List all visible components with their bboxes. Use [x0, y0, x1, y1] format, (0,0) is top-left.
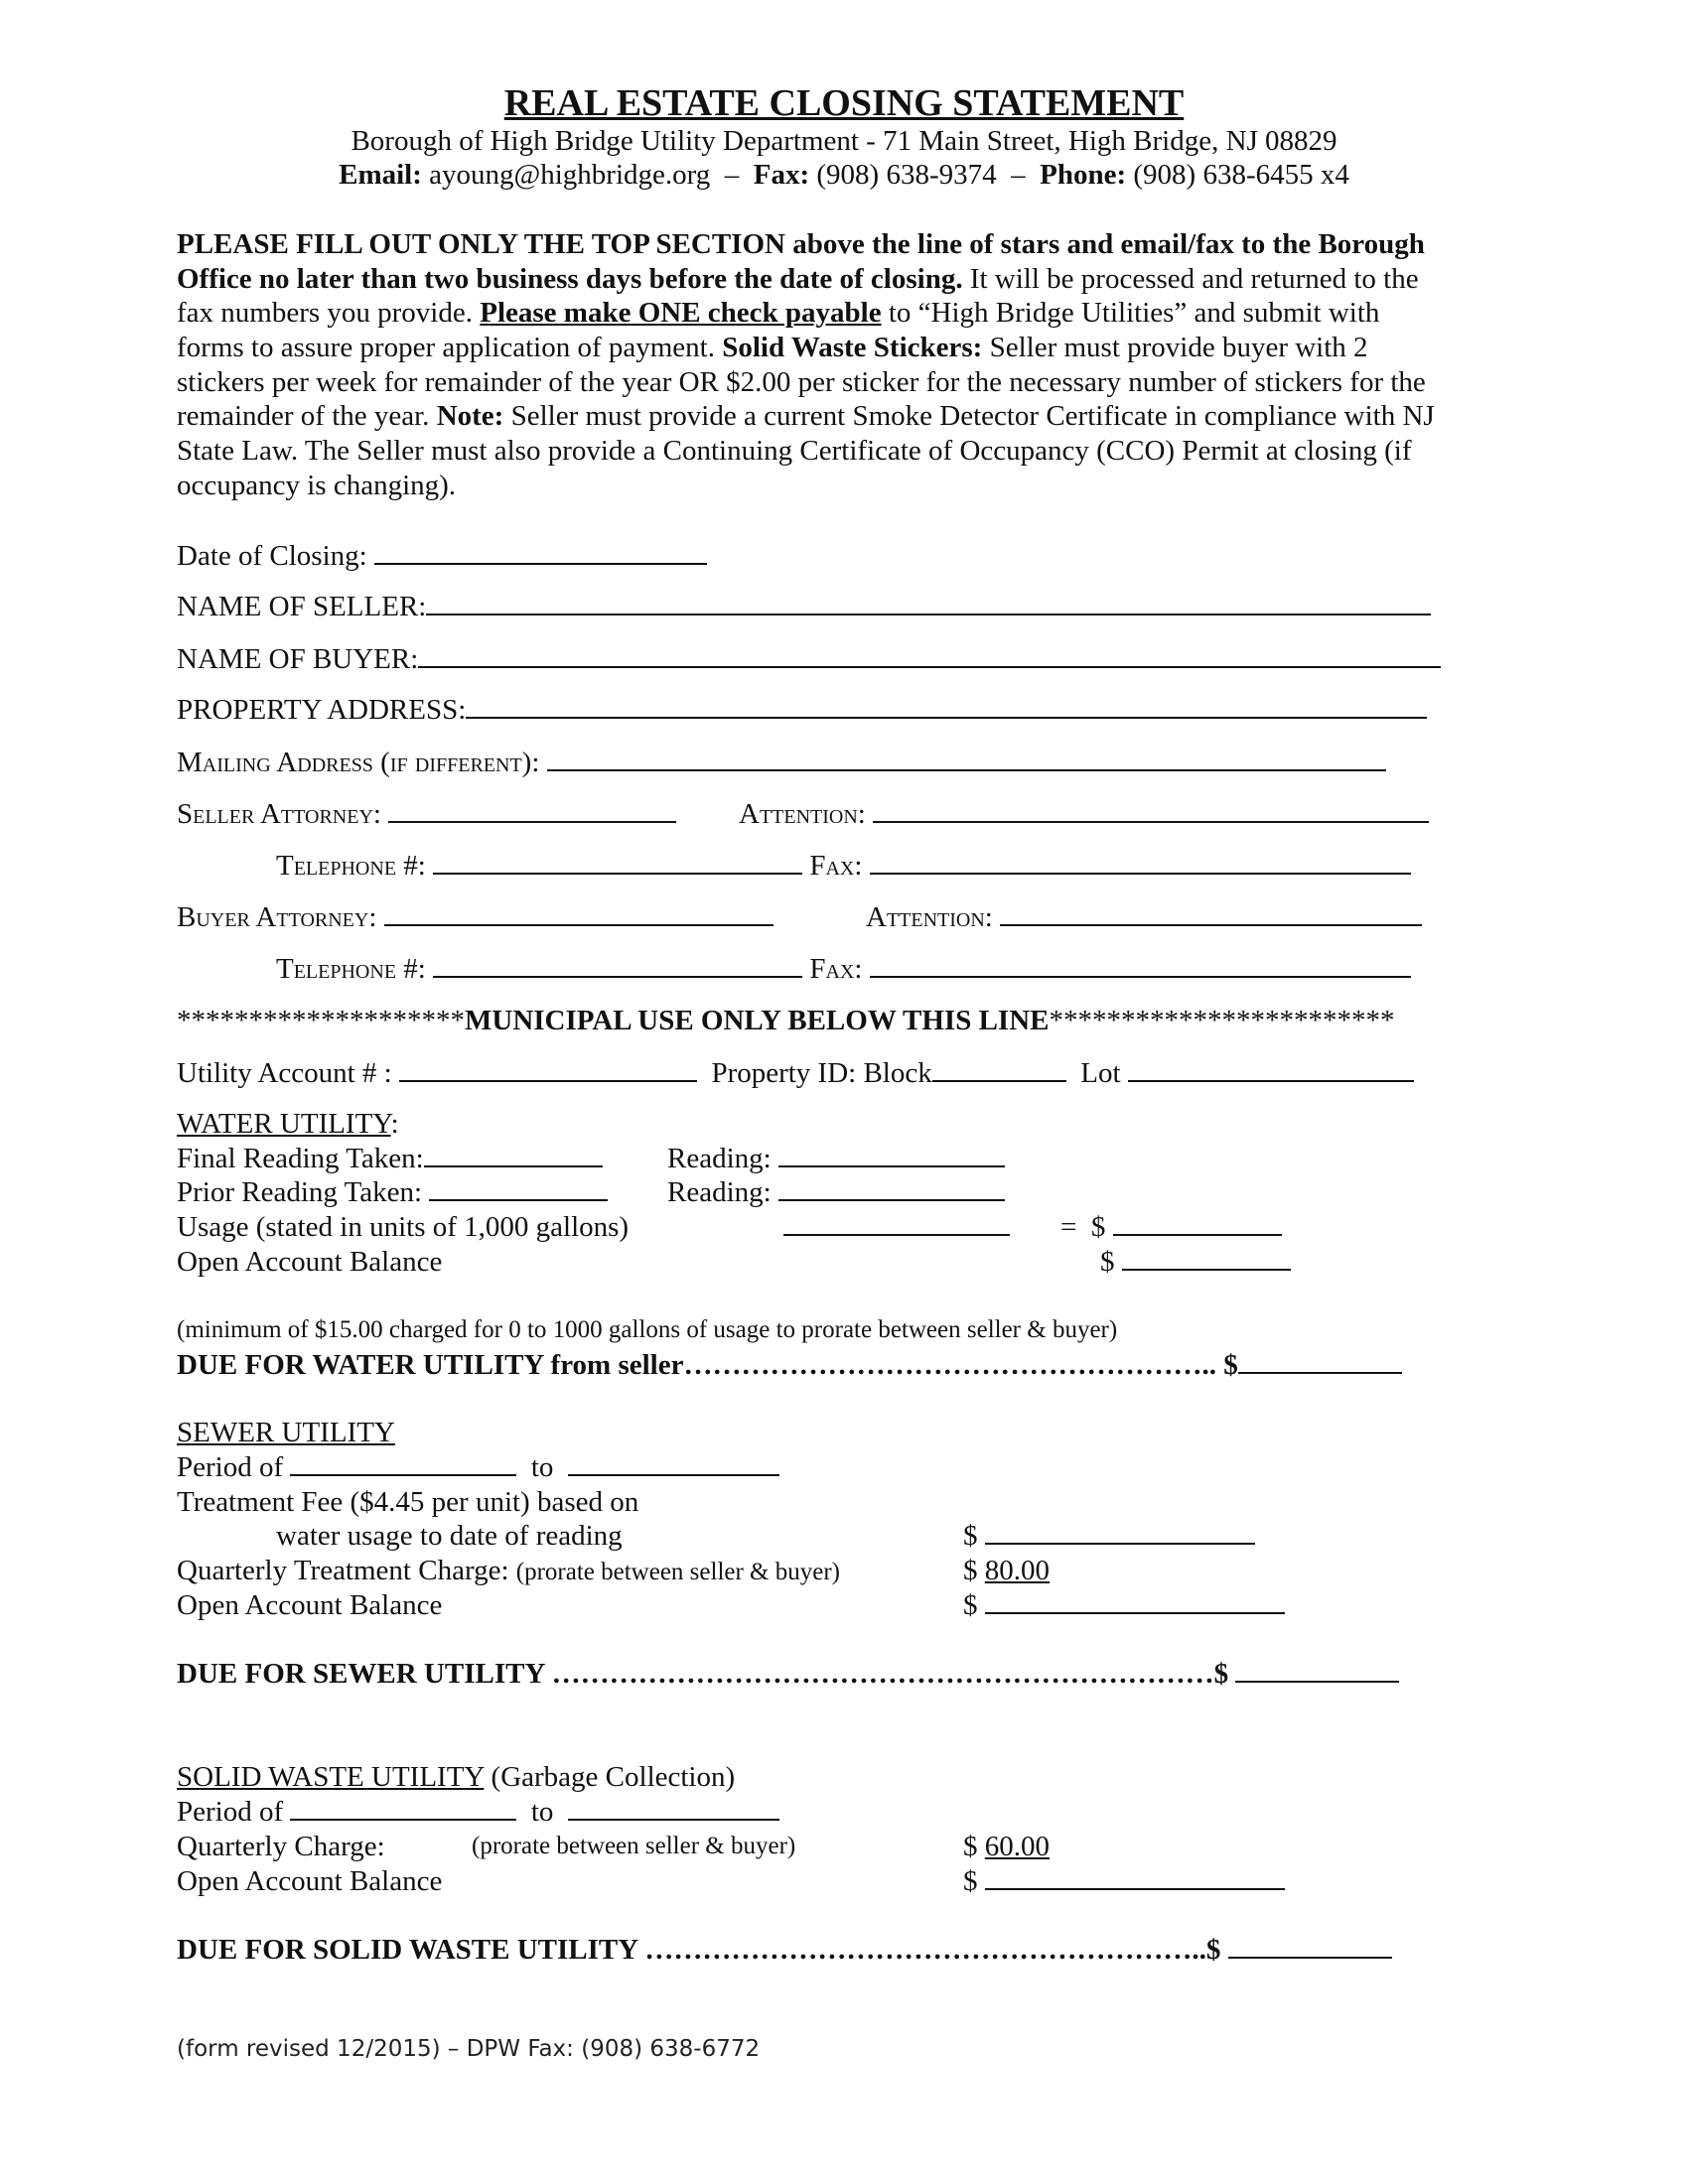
instruction-text: Note:	[436, 400, 504, 433]
instruction-text: remainder of the year.	[177, 400, 437, 433]
final-reading-label: Final Reading Taken:	[177, 1143, 424, 1174]
sewer-due-input[interactable]	[1235, 1657, 1399, 1683]
buyer-attorney-label: Buyer Attorney:	[177, 901, 377, 933]
water-minimum-note: (minimum of $15.00 charged for 0 to 1000 gallons of usage to prorate between seller & buyer)	[177, 1316, 1118, 1343]
treatment-fee	[963, 1519, 1255, 1553]
fax-label: Fax:	[809, 953, 863, 985]
seller-name-input[interactable]	[426, 590, 1431, 615]
sewer-period-row	[177, 1450, 779, 1484]
instruction-text: State Law. The Seller must also provide a Continuing Certificate of Occupancy (CCO) Permit at closing (if	[177, 435, 1412, 468]
mailing-address-input[interactable]	[547, 746, 1386, 771]
equals: =	[1060, 1211, 1077, 1243]
water-open-balance	[1100, 1245, 1291, 1279]
form-revision-footer: (form revised 12/2015) – DPW Fax: (908) 638-6772	[177, 2036, 761, 2062]
solid-waste-period-start-input[interactable]	[290, 1795, 516, 1821]
utility-account-label: Utility Account # :	[177, 1057, 392, 1089]
instruction-text: Solid Waste Stickers:	[722, 332, 983, 364]
stars: ************************	[1049, 1005, 1395, 1036]
utility-account-input[interactable]	[399, 1056, 697, 1082]
buyer-telephone-field	[276, 952, 1411, 986]
buyer-name-label: NAME OF BUYER:	[177, 643, 419, 675]
date-of-closing-label: Date of Closing:	[177, 540, 367, 572]
phone-label: Phone:	[1040, 159, 1127, 191]
seller-attorney-field	[177, 797, 676, 831]
dollar: $	[963, 1865, 978, 1897]
water-open-balance-label: Open Account Balance	[177, 1246, 443, 1278]
sewer-due-row	[177, 1657, 1399, 1691]
quarterly-label: Quarterly Treatment Charge:	[177, 1555, 509, 1586]
telephone-label: Telephone #:	[276, 850, 426, 882]
prior-reading-value	[667, 1175, 1005, 1209]
utility-account-row	[177, 1056, 1414, 1090]
phone-value: (908) 638-6455 x4	[1133, 159, 1349, 191]
telephone-label: Telephone #:	[276, 953, 426, 985]
solid-waste-period-row	[177, 1795, 779, 1829]
buyer-attention-field	[866, 900, 1422, 934]
treatment-fee-label: Treatment Fee ($4.45 per unit) based on	[177, 1486, 639, 1518]
date-of-closing-input[interactable]	[374, 539, 707, 565]
heading-note: (Garbage Collection)	[484, 1761, 736, 1793]
instruction-text: Seller must provide a current Smoke Detector Certificate in compliance with NJ	[503, 400, 1435, 433]
to-label: to	[530, 1451, 554, 1483]
quarterly-treatment-label	[177, 1554, 840, 1587]
sewer-open-balance	[963, 1588, 1285, 1622]
buyer-attorney-input[interactable]	[384, 900, 774, 926]
dollar: $	[1100, 1246, 1115, 1278]
stars: ********************	[177, 1005, 465, 1036]
buyer-telephone-input[interactable]	[433, 952, 802, 978]
water-open-balance-input[interactable]	[1122, 1245, 1291, 1271]
mailing-address-field	[177, 746, 1386, 779]
instruction-line	[177, 331, 1435, 365]
quarterly-treatment-charge	[963, 1554, 1050, 1587]
instruction-text: It will be processed and returned to the	[962, 262, 1419, 295]
solid-waste-due-label: DUE FOR SOLID WASTE UTILITY …………………………………………………..$	[177, 1934, 1221, 1966]
prior-reading-label: Prior Reading Taken:	[177, 1176, 423, 1208]
buyer-name-field	[177, 642, 1441, 676]
lot-input[interactable]	[1128, 1056, 1414, 1082]
instruction-text: stickers per week for remainder of the year OR $2.00 per sticker for the necessary number of stickers for the	[177, 365, 1426, 398]
solid-waste-period-end-input[interactable]	[568, 1795, 779, 1821]
sewer-open-balance-label: Open Account Balance	[177, 1589, 443, 1621]
seller-attention-input[interactable]	[873, 797, 1429, 823]
buyer-fax-input[interactable]	[870, 952, 1411, 978]
dollar: $	[1090, 1211, 1106, 1243]
instruction-text: forms to assure proper application of payment.	[177, 332, 723, 364]
municipal-divider	[177, 1004, 1395, 1037]
sewer-heading: SEWER UTILITY	[177, 1417, 395, 1448]
mailing-address-label: Mailing Address (if different):	[177, 747, 540, 778]
seller-telephone-input[interactable]	[433, 849, 802, 875]
department-address: Borough of High Bridge Utility Department - 71 Main Street, High Bridge, NJ 08829	[351, 125, 1337, 157]
divider-text: MUNICIPAL USE ONLY BELOW THIS LINE	[465, 1005, 1050, 1036]
seller-name-label: NAME OF SELLER:	[177, 591, 427, 622]
prorate-note: (prorate between seller & buyer)	[472, 1833, 796, 1859]
separator: –	[1011, 159, 1026, 191]
instruction-line	[177, 469, 1435, 503]
final-reading-value	[667, 1142, 1005, 1175]
usage-input[interactable]	[783, 1210, 1010, 1236]
usage-label: Usage (stated in units of 1,000 gallons)	[177, 1211, 630, 1243]
final-reading-date-input[interactable]	[424, 1142, 603, 1167]
instruction-line	[177, 262, 1435, 297]
treatment-fee-input[interactable]	[985, 1519, 1255, 1545]
fax-label: Fax:	[809, 850, 863, 882]
seller-fax-input[interactable]	[870, 849, 1411, 875]
instruction-text: occupancy is changing).	[177, 469, 457, 501]
instruction-text: PLEASE FILL OUT ONLY THE TOP SECTION above the line of stars and email/fax to the Borough	[177, 228, 1425, 260]
instruction-text: Please make ONE check payable	[480, 297, 882, 330]
separator: –	[724, 159, 740, 191]
dollar: $	[963, 1555, 978, 1586]
buyer-attorney-field	[177, 900, 774, 934]
water-heading-text: WATER UTILITY	[177, 1108, 391, 1140]
sewer-period-end-input[interactable]	[568, 1450, 779, 1476]
block-input[interactable]	[932, 1056, 1066, 1082]
solid-waste-heading-text: SOLID WASTE UTILITY	[177, 1761, 485, 1793]
instructions-paragraph	[177, 227, 1435, 503]
seller-telephone-field	[276, 849, 1411, 883]
solid-waste-quarterly-label: Quarterly Charge:	[177, 1831, 385, 1862]
prior-reading-input[interactable]	[778, 1175, 1005, 1201]
solid-waste-open-balance	[963, 1864, 1285, 1898]
instruction-text: Seller must provide buyer with 2	[982, 332, 1368, 364]
usage-amount-input[interactable]	[1113, 1210, 1282, 1236]
seller-attention-field	[739, 797, 1429, 831]
water-due-input[interactable]	[1238, 1348, 1402, 1374]
prorate-note: (prorate between seller & buyer)	[515, 1559, 840, 1585]
solid-waste-open-balance-label: Open Account Balance	[177, 1865, 443, 1897]
water-heading	[177, 1107, 399, 1141]
water-due-label: DUE FOR WATER UTILITY from seller……………………………………………….. $	[177, 1349, 1238, 1381]
usage-input-wrap	[783, 1210, 1010, 1244]
instruction-line	[177, 365, 1435, 400]
block-label: Property ID: Block	[711, 1057, 932, 1089]
contact-line	[0, 158, 1688, 192]
seller-name-field	[177, 590, 1431, 623]
solid-waste-due-row	[177, 1933, 1392, 1967]
solid-waste-quarterly-charge	[963, 1830, 1050, 1863]
instruction-text: Office no later than two business days before the date of closing.	[177, 262, 963, 295]
email-value: ayoung@highbridge.org	[429, 159, 711, 191]
colon: :	[390, 1108, 399, 1140]
period-label: Period of	[177, 1451, 284, 1483]
to-label: to	[530, 1796, 554, 1828]
fax-label: Fax:	[753, 159, 810, 191]
water-due-row	[177, 1348, 1402, 1382]
fax-value: (908) 638-9374	[816, 159, 997, 191]
page-title: REAL ESTATE CLOSING STATEMENT	[503, 82, 1185, 124]
property-address-field	[177, 693, 1427, 727]
date-of-closing-field	[177, 539, 707, 573]
solid-waste-due-input[interactable]	[1228, 1933, 1392, 1959]
reading-label: Reading:	[667, 1176, 772, 1208]
prior-reading-date-input[interactable]	[429, 1175, 608, 1201]
solid-waste-open-balance-input[interactable]	[985, 1864, 1285, 1890]
seller-attorney-input[interactable]	[388, 797, 676, 823]
final-reading-input[interactable]	[778, 1142, 1005, 1167]
sewer-due-label: DUE FOR SEWER UTILITY ……………………………………………………………$	[177, 1658, 1229, 1690]
instruction-line	[177, 227, 1435, 262]
instruction-line	[177, 434, 1435, 469]
prior-reading-row	[177, 1175, 608, 1209]
seller-attorney-label: Seller Attorney:	[177, 798, 381, 830]
sewer-open-balance-input[interactable]	[985, 1588, 1285, 1614]
buyer-name-input[interactable]	[418, 642, 1441, 668]
treatment-fee-label-2: water usage to date of reading	[276, 1520, 623, 1552]
property-address-input[interactable]	[466, 693, 1427, 719]
instruction-line	[177, 296, 1435, 331]
attention-label: Attention:	[739, 798, 866, 830]
attention-label: Attention:	[866, 901, 993, 933]
dollar: $	[963, 1831, 978, 1862]
email-label: Email:	[339, 159, 422, 191]
dollar: $	[963, 1589, 978, 1621]
usage-amount	[1060, 1210, 1282, 1244]
property-address-label: PROPERTY ADDRESS:	[177, 694, 467, 726]
sewer-period-start-input[interactable]	[290, 1450, 516, 1476]
solid-waste-quarterly-amount: 60.00	[984, 1831, 1050, 1862]
buyer-attention-input[interactable]	[1000, 900, 1422, 926]
lot-label: Lot	[1080, 1057, 1121, 1089]
quarterly-treatment-amount: 80.00	[984, 1555, 1050, 1586]
final-reading-row	[177, 1142, 603, 1175]
solid-waste-heading	[177, 1760, 735, 1794]
instruction-line	[177, 399, 1435, 434]
period-label: Period of	[177, 1796, 284, 1828]
instruction-text: fax numbers you provide.	[177, 297, 481, 330]
reading-label: Reading:	[667, 1143, 772, 1174]
dollar: $	[963, 1520, 978, 1552]
instruction-text: to “High Bridge Utilities” and submit with	[881, 297, 1380, 330]
